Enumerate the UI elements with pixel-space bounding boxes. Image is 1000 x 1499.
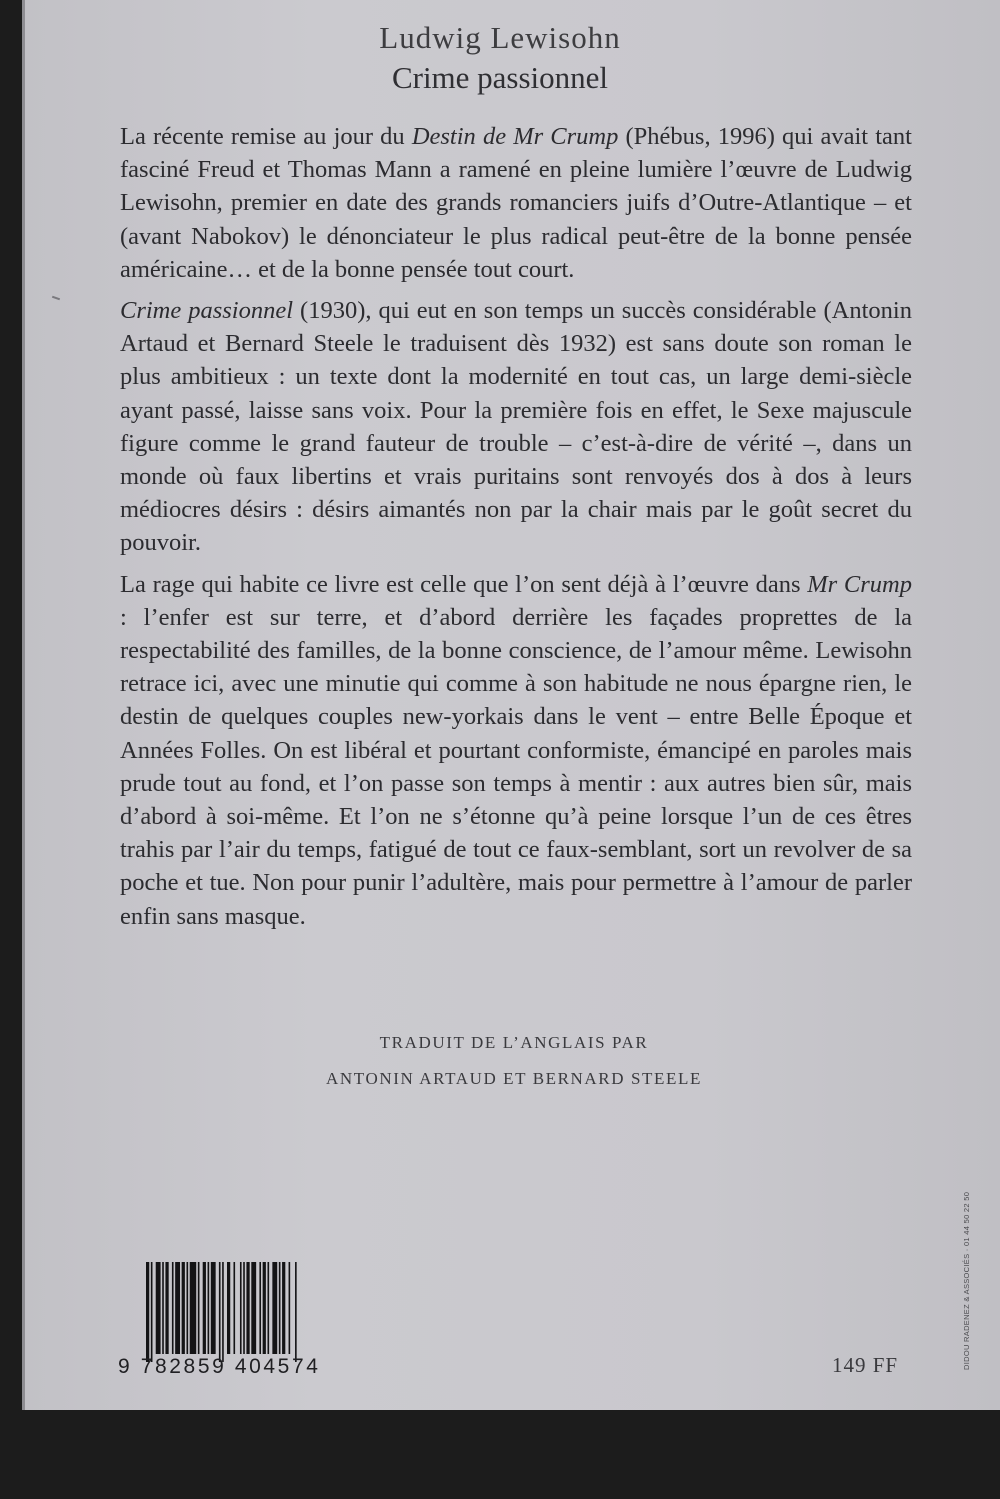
p2-text-b: (1930), qui eut en son temps un succès considérable (Antonin Artaud et Bernard Steele le traduisent dès 1932) est sans doute son roman le plus ambitieux : un texte dont la modernité en tout cas, un large demi-siècle ayant passé, laisse sans voix. Pour la première fois en effet, le Sexe majuscule figure comme le grand fauteur de trouble – c’est-à-dire de vérité –, dans un monde où faux libertins et vrais puritains sont renvoyés dos à dos à leurs médiocres désirs : désirs aimantés non par la chair mais par le goût secret du pouvoir. — [120, 297, 912, 557]
barcode-bar — [259, 1262, 261, 1354]
author-name: Ludwig Lewisohn — [379, 20, 621, 55]
book-title: Crime passionnel — [391, 60, 609, 95]
p3-italic-title: Mr Crump — [807, 570, 912, 598]
barcode-bar — [165, 1262, 168, 1354]
barcode-bar — [263, 1262, 266, 1354]
p1-text-a: La récente remise au jour du — [120, 123, 412, 150]
p3-text-c: : l’enfer est sur terre, et d’abord derrière les façades proprettes de la respectabilité des familles, de la bonne conscience, de l’amour même. Lewisohn retrace ici, avec une minutie qui comme à son habitude ne nous épargne rien, le destin de quelques couples new-yorkais dans le vent – entre Belle Époque et Années Folles. On est libéral et pourtant conformiste, émancipé en paroles mais prude tout au fond, et l’on passe son temps à mentir : aux autres bien sûr, mais d’abord à soi-même. Et l’on ne s’étonne qu’à peine lorsque l’un de ces êtres trahis par l’air du temps, fatigué de tout ce faux-semblant, sort un revolver de sa poche et tue. Non pour punir l’adultère, mais pour permettre à l’amour de parler enfin sans masque. — [120, 603, 912, 930]
p3-text-a: La rage qui habite ce livre est celle que l’on sent déjà à l’œuvre dans — [120, 570, 808, 598]
barcode-bar — [190, 1262, 196, 1354]
barcode-bar — [151, 1262, 153, 1362]
blurb-text — [120, 120, 912, 941]
barcode-bar — [172, 1262, 174, 1354]
blurb-paragraph-2 — [120, 294, 912, 560]
barcode-bars — [146, 1262, 346, 1362]
barcode-bar — [162, 1262, 164, 1354]
barcode-bar — [198, 1262, 200, 1354]
barcode-bar — [268, 1262, 270, 1354]
cover-header — [0, 18, 1000, 98]
design-credit: DIDOU RADENEZ & ASSOCIÉS · 01 44 50 22 50 — [962, 1191, 971, 1370]
barcode-bar — [211, 1262, 216, 1354]
barcode-bar — [219, 1262, 221, 1362]
barcode-bar — [227, 1262, 230, 1354]
barcode-bar — [156, 1262, 161, 1354]
p1-text-c: (Phébus, 1996) qui avait tant fasciné Freud et Thomas Mann a ramené en pleine lumière l’œuvre de Ludwig Lewisohn, premier en date des grands romanciers juifs d’Outre-Atlantique – et (avant Nabokov) le dénonciateur le plus radical peut-être de la bonne pensée américaine… et de la bonne pensée tout court. — [120, 123, 912, 283]
barcode-bar — [282, 1262, 285, 1354]
isbn-barcode — [118, 1262, 350, 1380]
price-label: 149 FF — [832, 1353, 899, 1377]
barcode-bar — [240, 1262, 242, 1354]
barcode-bar — [279, 1262, 281, 1354]
blurb-paragraph-3 — [120, 568, 912, 933]
barcode-bar — [203, 1262, 206, 1354]
barcode-bar — [272, 1262, 277, 1354]
barcode-bar — [222, 1262, 224, 1362]
barcode-bar — [146, 1262, 149, 1362]
barcode-bar — [182, 1262, 185, 1354]
translator-credits — [0, 1025, 1000, 1097]
barcode-bar — [187, 1262, 189, 1354]
blurb-paragraph-1 — [120, 120, 912, 286]
barcode-bar — [289, 1262, 291, 1354]
barcode-bar — [251, 1262, 256, 1354]
barcode-bar — [233, 1262, 235, 1354]
barcode-bar — [175, 1262, 180, 1354]
p2-italic-title: Crime passionnel — [120, 297, 294, 325]
barcode-digits: 9 782859 404574 — [118, 1355, 321, 1378]
barcode-bar — [295, 1262, 297, 1362]
p1-italic-title: Destin de Mr Crump — [411, 123, 619, 150]
cover-edge — [22, 0, 25, 1410]
credits-line-1: TRADUIT DE L’ANGLAIS PAR — [379, 1033, 649, 1052]
barcode-bar — [243, 1262, 245, 1354]
barcode-bar — [208, 1262, 210, 1354]
credits-line-2: ANTONIN ARTAUD ET BERNARD STEELE — [326, 1069, 702, 1088]
barcode-bar — [246, 1262, 249, 1354]
